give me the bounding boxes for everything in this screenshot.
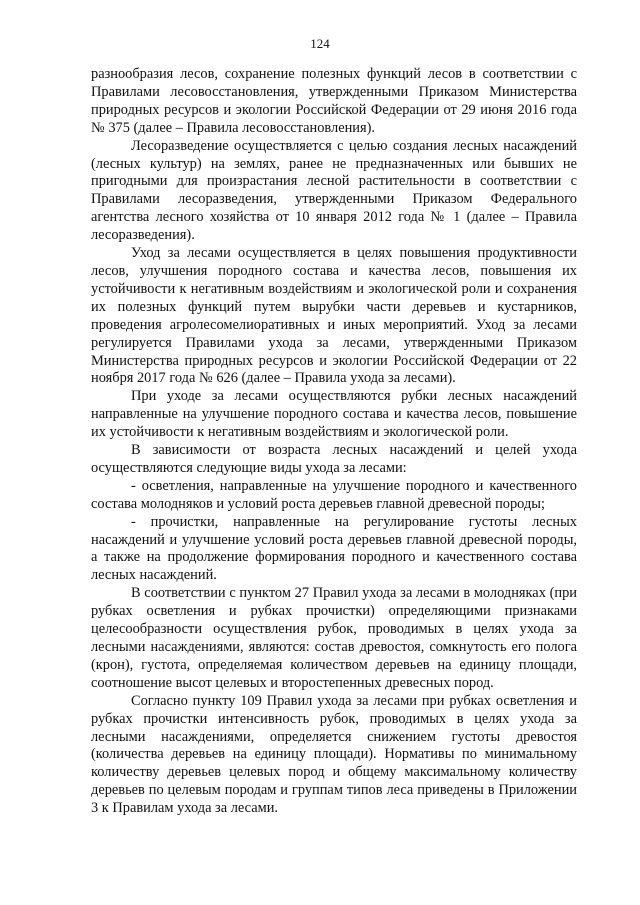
paragraph-point-109: Согласно пункту 109 Правил ухода за лесами при рубках осветления и рубках прочистки интенсивность рубок, проводимых в целях ухода за лесными насаждениями, определяется снижением густоты древостоя (количества деревьев на единицу площади). Нормативы по минимальному количеству деревьев целевых пород и общему максимальному количеству деревьев по целевым породам и группам типов леса приведены в Приложении 3 к Правилам ухода за лесами.: [91, 692, 577, 817]
list-item-clarification: - осветления, направленные на улучшение породного и качественного состава молодняков и условий роста деревьев главной древесной породы;: [91, 477, 577, 512]
list-item-thinning: - прочистки, направленные на регулирование густоты лесных насаждений и улучшение условий роста деревьев главной древесной породы, а также на продолжение формирования породного и качественного состава лесных насаждений.: [91, 513, 577, 584]
body-text: [91, 66, 577, 818]
paragraph-point-27: В соответствии с пунктом 27 Правил ухода за лесами в молодняках (при рубках осветления и рубках прочистки) определяющими признаками целесообразности осуществления рубок, проводимых в целях ухода за лесными насаждениями, являются: состав древостоя, сомкнутость его полога (крон), густота, определяемая количеством деревьев на единицу площади, соотношение высот целевых и второстепенных древесных пород.: [91, 585, 577, 691]
paragraph-forest-care: Уход за лесами осуществляется в целях повышения продуктивности лесов, улучшения породного состава и качества лесов, повышения их устойчивости к негативным воздействиям и экологической роли и сохранения их полезных функций путем вырубки части деревьев и кустарников, проведения агролесомелиоративных и иных мероприятий. Уход за лесами регулируется Правилами ухода за лесами, утвержденными Приказом Министерства природных ресурсов и экологии Российской Федерации от 22 ноября 2017 года № 626 (далее – Правила ухода за лесами).: [91, 245, 577, 387]
page-number: 124: [310, 36, 330, 51]
paragraph-care-cuttings: При уходе за лесами осуществляются рубки лесных насаждений направленные на улучшение породного состава и качества лесов, повышение их устойчивости к негативным воздействиям и экологической роли.: [91, 388, 577, 441]
paragraph-care-types-intro: В зависимости от возраста лесных насаждений и целей ухода осуществляются следующие виды ухода за лесами:: [91, 442, 577, 476]
paragraph-continuation: разнообразия лесов, сохранение полезных функций лесов в соответствии с Правилами лесовосстановления, утвержденными Приказом Министерства природных ресурсов и экологии Российской Федерации от 29 июня 2016 года № 375 (далее – Правила лесовосстановления).: [91, 66, 577, 136]
paragraph-afforestation: Лесоразведение осуществляется с целью создания лесных насаждений (лесных культур) на землях, ранее не предназначенных или бывших не пригодными для произрастания лесной растительности в соответствии с Правилами лесоразведения, утвержденными Приказом Федерального агентства лесного хозяйства от 10 января 2012 года № 1 (далее – Правила лесоразведения).: [91, 137, 577, 244]
